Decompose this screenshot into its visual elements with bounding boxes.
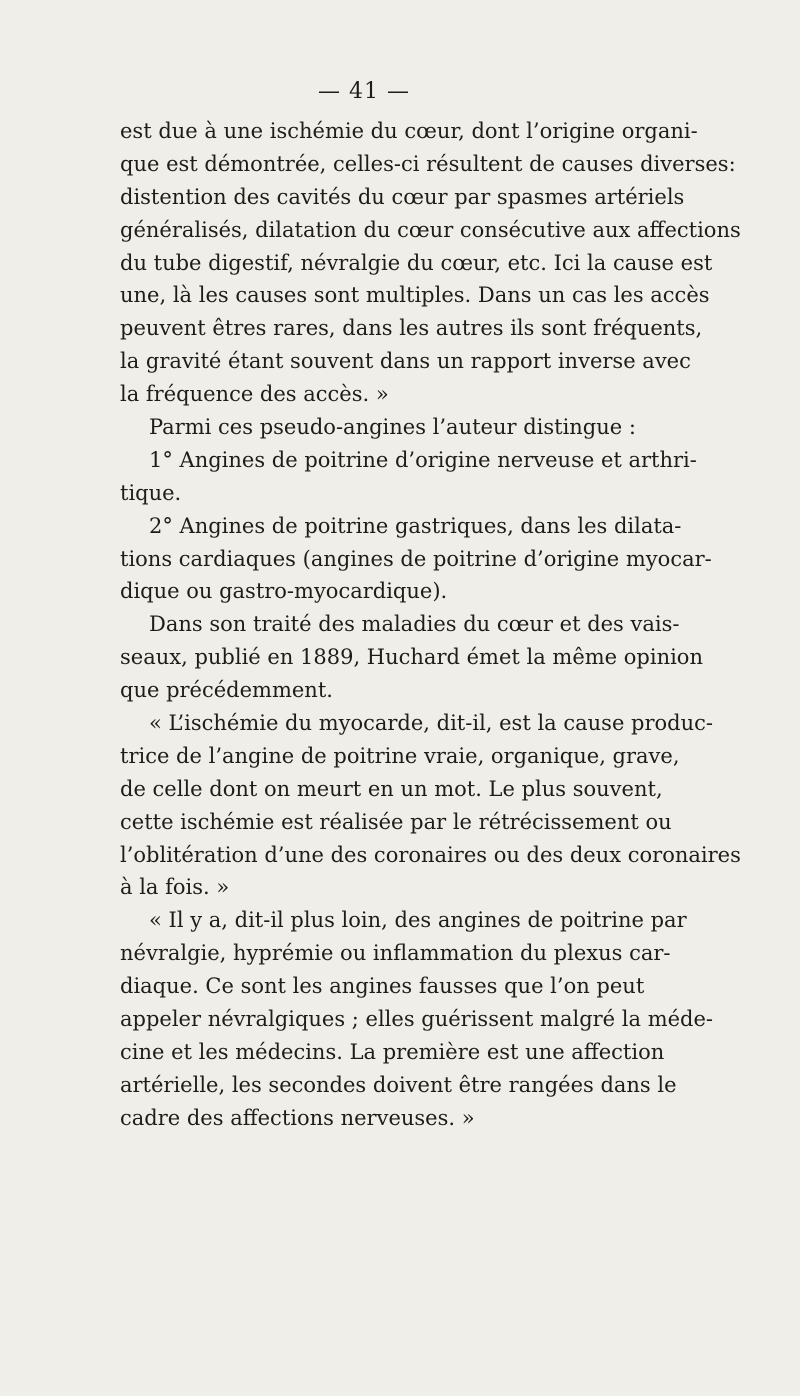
text-line: distention des cavités du cœur par spasmes artériels bbox=[120, 184, 685, 209]
text-line: trice de l’angine de poitrine vraie, organique, grave, bbox=[120, 743, 680, 768]
text-line: tions cardiaques (angines de poitrine d’origine myocar- bbox=[120, 546, 712, 571]
text-line: de celle dont on meurt en un mot. Le plus souvent, bbox=[120, 776, 663, 801]
page-number: — 41 — bbox=[318, 79, 410, 104]
text-line: 2° Angines de poitrine gastriques, dans les dilata- bbox=[149, 513, 682, 538]
text-line: que est démontrée, celles-ci résultent de causes diverses: bbox=[120, 151, 736, 176]
text-line: une, là les causes sont multiples. Dans un cas les accès bbox=[120, 283, 710, 308]
text-line: cine et les médecins. La première est une affection bbox=[120, 1039, 665, 1064]
text-line: appeler névralgiques ; elles guérissent malgré la méde- bbox=[120, 1007, 714, 1032]
text-line: à la fois. » bbox=[120, 875, 230, 900]
text-line: que précédemment. bbox=[120, 678, 333, 703]
body-text bbox=[120, 115, 741, 1135]
text-line: généralisés, dilatation du cœur consécutive aux affections bbox=[120, 217, 741, 242]
text-line: « Il y a, dit-il plus loin, des angines de poitrine par bbox=[149, 908, 687, 933]
text-line: artérielle, les secondes doivent être rangées dans le bbox=[120, 1072, 677, 1097]
text-line: la fréquence des accès. » bbox=[120, 382, 389, 407]
text-line: cette ischémie est réalisée par le rétrécissement ou bbox=[120, 809, 672, 834]
text-line: tique. bbox=[120, 480, 182, 505]
text-line: seaux, publié en 1889, Huchard émet la même opinion bbox=[120, 645, 703, 670]
text-line: Parmi ces pseudo-angines l’auteur distingue : bbox=[149, 415, 636, 440]
text-line: « L’ischémie du myocarde, dit-il, est la cause produc- bbox=[149, 711, 713, 736]
text-line: la gravité étant souvent dans un rapport inverse avec bbox=[120, 349, 691, 374]
text-line: est due à une ischémie du cœur, dont l’origine organi- bbox=[120, 119, 698, 143]
text-line: l’oblitération d’une des coronaires ou des deux coronaires bbox=[120, 842, 741, 867]
text-line: cadre des affections nerveuses. » bbox=[120, 1105, 475, 1130]
text-line: névralgie, hyprémie ou inflammation du plexus car- bbox=[120, 941, 671, 966]
text-line: diaque. Ce sont les angines fausses que l’on peut bbox=[120, 974, 645, 999]
text-line: Dans son traité des maladies du cœur et des vais- bbox=[149, 612, 680, 637]
text-line: 1° Angines de poitrine d’origine nerveuse et arthri- bbox=[149, 447, 697, 472]
text-line: peuvent êtres rares, dans les autres ils sont fréquents, bbox=[120, 316, 703, 341]
text-line: du tube digestif, névralgie du cœur, etc. Ici la cause est bbox=[120, 250, 713, 275]
text-line: dique ou gastro-myocardique). bbox=[120, 579, 448, 604]
